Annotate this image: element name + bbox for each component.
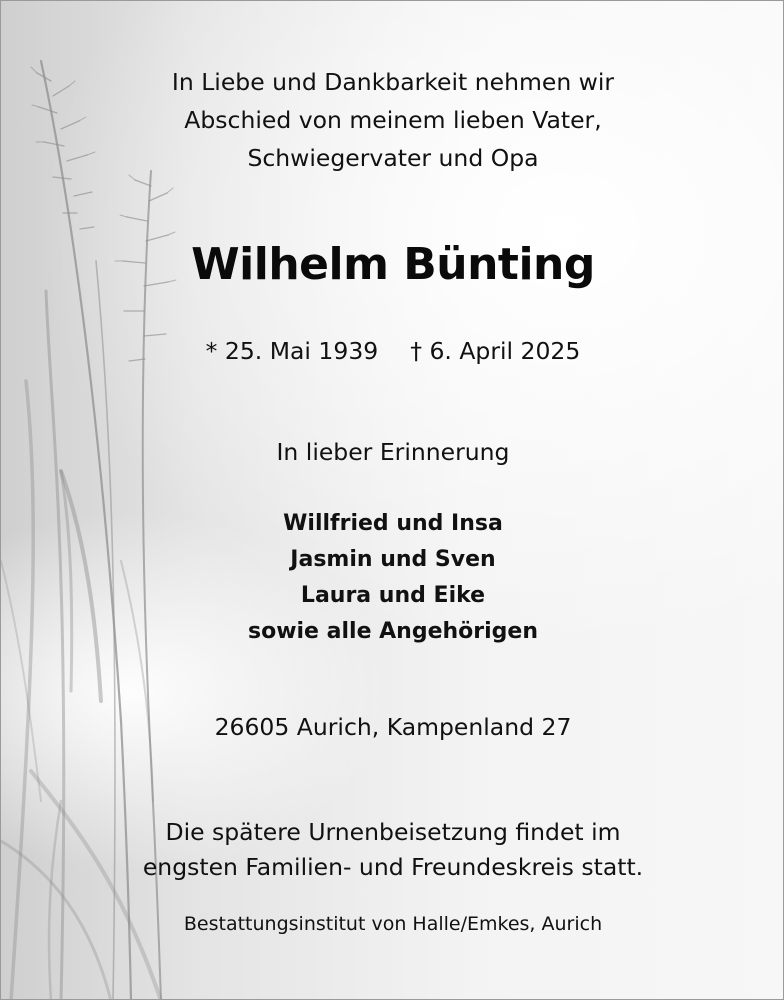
notice-line-2: engsten Familien- und Freundeskreis statt. — [142, 853, 644, 881]
intro-text — [1, 63, 784, 177]
family-member: Willfried und Insa — [283, 511, 503, 536]
death-date: † 6. April 2025 — [410, 337, 581, 365]
family-member: Laura und Eike — [300, 583, 486, 608]
birth-date: * 25. Mai 1939 — [205, 337, 379, 365]
intro-line-2: Abschied von meinem lieben Vater, — [184, 106, 602, 134]
memory-line: In lieber Erinnerung — [276, 438, 510, 466]
family-list — [1, 506, 784, 650]
family-member: Jasmin und Sven — [290, 547, 496, 572]
burial-notice — [1, 815, 784, 885]
funeral-home: Bestattungsinstitut von Halle/Emkes, Aurich — [183, 913, 603, 935]
intro-line-1: In Liebe und Dankbarkeit nehmen wir — [171, 68, 615, 96]
life-dates — [1, 337, 784, 365]
intro-line-3: Schwiegervater und Opa — [247, 144, 539, 172]
family-member: sowie alle Angehörigen — [247, 619, 539, 644]
notice-line-1: Die spätere Urnenbeisetzung findet im — [165, 818, 621, 846]
address: 26605 Aurich, Kampenland 27 — [214, 713, 572, 741]
deceased-name: Wilhelm Bünting — [191, 239, 595, 290]
